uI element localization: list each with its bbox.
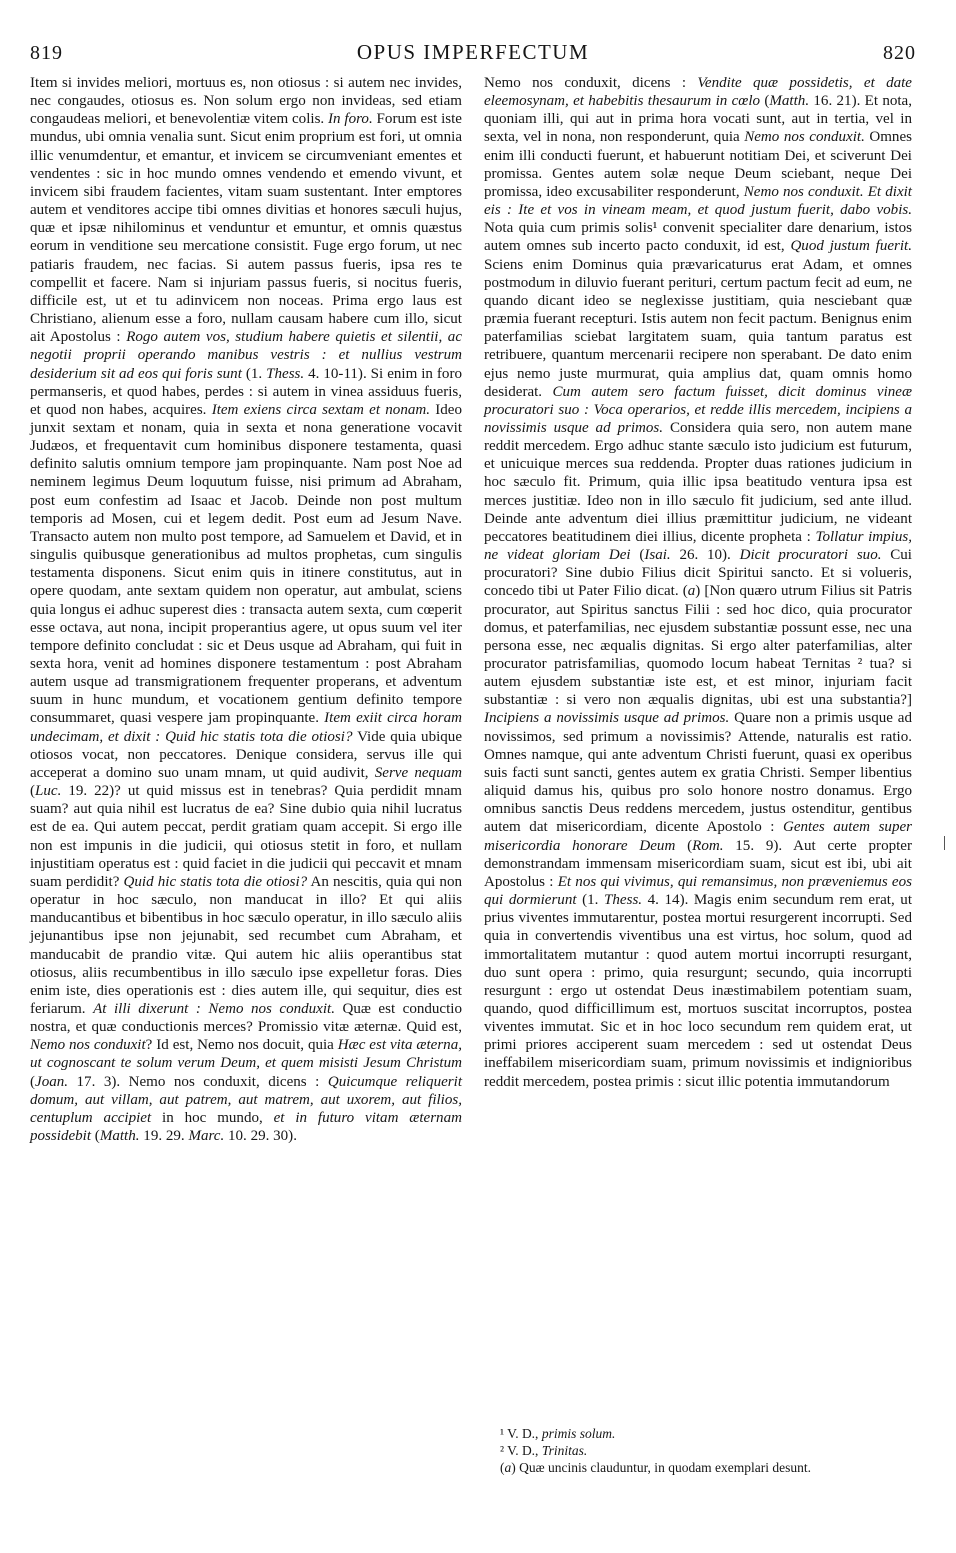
right-column-text: Nemo nos conduxit, dicens : Vendite quæ possidetis, et date eleemosynam, et habebitis thesaurum in cœlo (Matth. 16. 21). Et nota, quoniam illi, qui aut in prima hora vocati sunt, aut in tertia, vel in sexta, vel in nona, non responderunt, quia Nemo nos conduxit. Omnes enim illi conducti fuerunt, et habuerunt notitiam Dei, et sciverunt Dei promissa. Gentes autem solæ neque Deum sciebant, neque Dei promissa, ideo excusabiliter responderunt, Nemo nos conduxit. Et dixit eis : Ite et vos in vineam meam, et quod justum fuerit, dabo vobis. Nota quia cum primis solis¹ convenit specialiter dare denarium, istos autem omnes sub incerto pacto conduxit, id est, Quod justum fuerit. Sciens enim Dominus quia prævaricaturus erat Adam, et omnes postmodum in diluvio fuerant perituri, certum pactum fecit ad eum, ne quando dicant ideo se neglexisse justitiam, quia nesciebant quæ præmia fuerant recepturi. Istis autem non fecit pactum. Benignus enim paterfamilias sciebat largitatem suam, quia tantum paratus est retribuere, quantum mercenarii recipere non sperabant. De dato enim ejus nemo juste murmurat, quia amplius dat, quam omnis homo desiderat. Cum autem sero factum fuisset, dicit dominus vineæ procuratori suo : Voca operarios, et redde illis mercedem, incipiens a novissimis usque ad primos. Considera quia sero, non autem mane reddit mercedem. Ergo adhuc stante sæculo isto judicium est futurum, et unicuique merces sua reddenda. Propter duas rationes judicium in hoc sæculo fit. Primum, quia illic ipsa beatitudo ventura ipsa est merces justitiæ. Ideo non in illo sæculo fit judicium, sed ante illud. Deinde ante adventum diei illius præmittitur judicium, ne videant peccatores beatitudinem diei illius, dicente propheta : Tollatur impius, ne videat gloriam Dei (Isai. 26. 10). Dicit procuratori suo. Cui procuratori? Sine dubio Filius dicit Spiritui sancto. Et si volueris, concedo tibi ut Pater Filio dicat. (a) [Non quæro utrum Filius sit Patris procurator, aut Spiritus sanctus Filii : sed hoc dico, quia procurator domus, et paterfamilias, nec ejusdem substantiæ possunt esse, nec una persona esse, nec æqualis dignitas. Si ergo alter paterfamilias, alter procurator patrisfamilias, quomodo locum habeat Ternitas ² tua? si autem ejusdem substantiæ iste est, et est minor, injuriam facit substantiæ : si vero non æqualis dignitas, ubi est una substantia?] Incipiens a novissimis usque ad primos. Quare non a primis usque ad novissimos, sed primum a novissimis? Attende, naturalis est ratio. Omnes namque, qui ante adventum Christi fuerunt, quasi ex operibus suis facti sunt sancti, gentes autem ex gratia Christi. Semper libentius aliquid damus his, quibus pro solo honore nostro donamus. Ergo omnibus sanctis Deus reddens mercedem, justus ostenditur, gentibus autem dat misericordiam, dicente Apostolo : Gentes autem super misericordia honorare Deum (Rom. 15. 9). Aut certe propter demonstrandam immensam misericordiam suam, sicut est ibi, ubi ait Apostolus : Et nos qui vivimus, qui remansimus, non præveniemus eos qui dormierunt (1. Thess. 4. 14). Magis enim secundum rem erat, ut prius viventes immutarentur, postea mortui resurgerent incorrupti. Sed quia in convertendis viventibus una est virtus, hoc solum, quod ad immortalitatem mutantur : quod autem mortui incorrupti resurgant, duo sunt opera : primo, quia resurgunt; secundo, quia incorrupti resurgunt : ergo ut ostendat Deus inæstimabilem potentiam suam, quando, quod difficillimum est, mortuos suscitat incorruptos, postea viventes immutat. Sic et in hoc loco secundum rem quidem erat, ut primi priores acciperent suam mercedem : sed ut ostendat Deus ineffabilem misericordiam suam, primum novissimis et indignioribus reddit mercedem, postea primis : sicut illic potentia immutandorum <box>484 75 912 1090</box>
footnotes <box>500 1425 912 1476</box>
left-column <box>30 74 462 1145</box>
footnote-2: ² V. D., Trinitas. <box>500 1443 588 1458</box>
running-title: OPUS IMPERFECTUM <box>356 40 590 64</box>
right-column <box>484 74 912 1091</box>
left-page-number: 819 <box>30 42 63 64</box>
left-column-text: Item si invides meliori, mortuus es, non otiosus : si autem nec invides, nec congaudes, otiosus es. Non solum ergo non invideas, sed etiam congaudeas meliori, et benevolentiæ vitem colis. In foro. Forum est iste mundus, ubi omnia venalia sunt. Sicut enim proprium est fori, ut omnia illic venumdentur, et emantur, et invicem se circumveniant ementes et vendentes : sic in hoc mundo omnes vendendo et emendo vivunt, et invicem sibi fraudem facientes, vitam suam sustentant. Inter emptores autem et venditores accipe tibi omnes divitias et honores sæculi hujus, quæ et ipsæ nihilominus et venduntur et emuntur, et omnis quæstus eorum in venditione seu mercatione consistit. Fuge ergo forum, ut nec patiaris fraudem, nec facias. Si autem passus fueris, ipsa res te compellit et facere. Nam si injuriam passus fueris, si nocitus fueris, difficile est, ut et tu adinvicem non noceas. Prima ergo laus est Christiano, alienum esse a foro, nullam causam habere cum illo, sicut ait Apostolus : Rogo autem vos, studium habere quietis et silentii, ac negotii proprii operando manibus vestris : et nullius vestrum desiderium sit ad eos qui foris sunt (1. Thess. 4. 10-11). Si enim in foro permanseris, et quod habes, perdes : si autem in vinea assiduus fueris, et quod non habes, acquires. Item exiens circa sextam et nonam. Ideo junxit sextam et nonam, quia in sexta et nona generatione vocavit Judæos, et frequentavit cum hominibus disponere testamenta, quasi definito salutis omnium tempore jam propinquante. Nam post Noe ad neminem legimus Deum loquutum fuisse, nisi primum ad Abraham, post eum confestim ad Isaac et Jacob. Deinde non post multum temporis ad Mosen, cui et legem dedit. Post eum ad Jesum Nave. Transacto autem non multo post tempore, ad Samuelem et David, et in singulis quibusque generationibus ad multos prophetas, cum singulis testamenta disponens. Sicut enim quis in itinere constitutus, aut in opere quodam, ante sextam quidem non operatur, aut ambulat, sciens quia longus ei adhuc superest dies : transacta autem sexta, cum cœperit esse octava, aut nona, incipit properantius agere, ut opus suum vel iter tempore definito concludat : sic et Deus usque ad Abraham, qui fuit in sexta hora, venit ad homines disponere testamentum : post Abraham autem usque ad transmigrationem frequenter properans, et adventum suum in hunc mundum, et vocationem gentium definito tempore consummaret, quasi vespere jam propinquante. Item exiit circa horam undecimam, et dixit : Quid hic statis tota die otiosi? Vide quia ubique otiosos vocat, non peccatores. Denique considera, servus ille qui acceperat a domino suo unam mnam, ut quid audivit, Serve nequam (Luc. 19. 22)? ut quid missus est in tenebras? Quia perdidit mnam suam? aut quia nihil est lucratus de ea? Sine dubio quia nihil lucratus est de ea. Qui autem peccat, perdit gratiam quam accepit. Si ergo ille non est impunis in die judicii, qui otiosus stetit in foro, et nullam injustitiam operatus est : quid faciet in die judicii qui peccavit et mnam suam perdidit? Quid hic statis tota die otiosi? An nescitis, quia qui non operatur in hoc sæculo, non manducat in illo? Et qui aliis manducantibus et bibentibus in hoc sæculo operatur, in illo sæculo aliis jejunantibus ipse non jejunabit, sed recumbet cum Abraham, et manducabit de prandio vitæ. Qui autem hic aliis operantibus stat otiosus, aliis recumbentibus in illo sæculo ipse expelletur foras. Dies enim iste, dies operationis est : dies autem ille, qui sequitur, dies est feriarum. At illi dixerunt : Nemo nos conduxit. Quæ est conductio nostra, et quæ conductionis merces? Promissio vitæ æternæ. Quid est, Nemo nos conduxit? Id est, Nemo nos docuit, quia Hæc est vita æterna, ut cognoscant te solum verum Deum, et quem misisti Jesum Christum (Joan. 17. 3). Nemo nos conduxit, dicens : Quicumque reliquerit domum, aut villam, aut patrem, aut matrem, aut uxorem, aut filios, centuplum accipiet in hoc mundo, et in futuro vitam æternam possidebit (Matth. 19. 29. Marc. 10. 29. 30). <box>30 75 463 1145</box>
footnote-a: (a) Quæ uncinis clauduntur, in quodam exemplari desunt. <box>500 1460 812 1475</box>
margin-mark <box>944 836 945 850</box>
right-page-number: 820 <box>883 42 916 64</box>
footnote-1: ¹ V. D., primis solum. <box>500 1426 616 1441</box>
running-header <box>30 40 916 72</box>
